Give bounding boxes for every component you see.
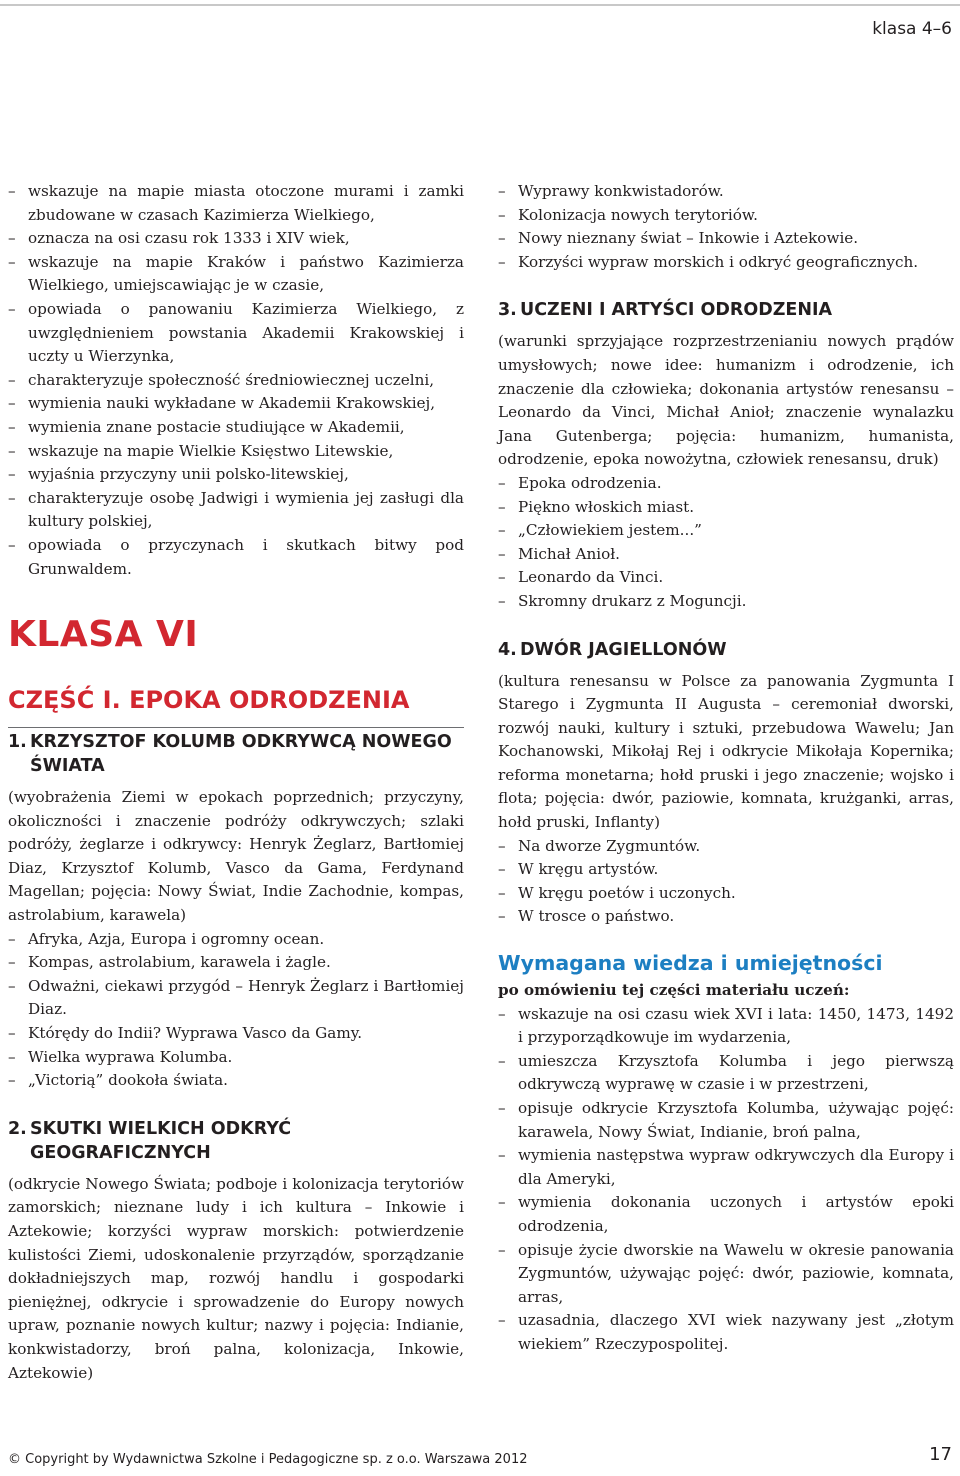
dash-bullet: – xyxy=(8,1024,16,1043)
list-item-text: Afryka, Azja, Europa i ogromny ocean. xyxy=(28,929,325,948)
dash-bullet: – xyxy=(498,1051,506,1070)
dash-bullet: – xyxy=(8,1071,16,1090)
dash-bullet: – xyxy=(498,205,506,224)
dash-bullet: – xyxy=(8,535,16,554)
list-item-text: wskazuje na mapie miasta otoczone murami i zamki zbudowane w czasach Kazimierza Wielkiego, xyxy=(28,182,464,224)
dash-bullet: – xyxy=(8,929,16,948)
list-item-text: W kręgu poetów i uczonych. xyxy=(518,883,736,902)
list-item xyxy=(8,416,464,440)
list-item xyxy=(8,227,464,251)
list-item xyxy=(8,928,464,952)
list-item-text: umieszcza Krzysztofa Kolumba i jego pierwszą odkrywczą wyprawę w czasie i w przestrzeni, xyxy=(518,1051,954,1094)
dash-bullet: – xyxy=(498,1146,506,1165)
section-3-title: UCZENI I ARTYŚCI ODRODZENIA xyxy=(520,300,833,321)
list-item xyxy=(498,519,954,543)
list-item xyxy=(498,472,954,496)
czesc-heading: CZĘŚĆ I. EPOKA ODRODZENIA xyxy=(8,686,410,715)
list-item xyxy=(498,882,954,906)
list-item-text: opowiada o przyczynach i skutkach bitwy pod Grunwaldem. xyxy=(28,535,464,578)
dash-bullet: – xyxy=(498,1004,506,1023)
list-item xyxy=(498,496,954,520)
list-item-text: charakteryzuje społeczność średniowiecznej uczelni, xyxy=(28,370,435,389)
left-column xyxy=(8,180,464,1385)
section-3-topics xyxy=(498,472,954,614)
list-item xyxy=(8,369,464,393)
list-item-text: Kompas, astrolabium, karawela i żagle. xyxy=(28,953,331,972)
list-item xyxy=(498,1050,954,1097)
section-1-title: KRZYSZTOF KOLUMB ODKRYWCĄ NOWEGO ŚWIATA xyxy=(30,732,452,777)
dash-bullet: – xyxy=(8,229,16,248)
list-item xyxy=(498,1191,954,1238)
dash-bullet: – xyxy=(498,497,506,516)
dash-bullet: – xyxy=(8,299,16,318)
list-item-text: Nowy nieznany świat – Inkowie i Aztekowie. xyxy=(518,229,859,248)
list-item xyxy=(498,905,954,929)
dash-bullet: – xyxy=(8,394,16,413)
list-item xyxy=(8,298,464,369)
dash-bullet: – xyxy=(498,1240,506,1259)
list-item-text: W kręgu artystów. xyxy=(518,860,659,879)
list-item-text: wyjaśnia przyczyny unii polsko-litewskiej, xyxy=(28,465,349,484)
section-2-description: (odkrycie Nowego Świata; podboje i kolonizacja terytoriów zamorskich; nieznane ludy i ich kultura – Inkowie i Aztekowie; korzyści wypraw morskich: potwierdzenie kulistości Ziemi, udoskonalenie przyrządów, sporządzanie dokładniejszych map, rozwój handlu i gospodarki pieniężnej, odkrycie i sprowadzenie do Europy nowych upraw, poznanie nowych kultur; nazwy i pojęcia: Indianie, konkwistadorzy, broń palna, kolonizacja, Inkowie, Aztekowie) xyxy=(8,1174,464,1382)
dash-bullet: – xyxy=(498,229,506,248)
list-item-text: „Człowiekiem jestem...” xyxy=(518,521,702,540)
list-item-text: Kolonizacja nowych terytoriów. xyxy=(518,205,758,224)
list-item xyxy=(8,1046,464,1070)
section-1-number: 1. xyxy=(8,732,27,753)
dash-bullet: – xyxy=(498,883,506,902)
dash-bullet: – xyxy=(498,252,506,271)
list-item xyxy=(8,463,464,487)
list-item-text: uzasadnia, dlaczego XVI wiek nazywany jest „złotym wiekiem” Rzeczypospolitej. xyxy=(518,1311,954,1353)
dash-bullet: – xyxy=(8,441,16,460)
dash-bullet: – xyxy=(8,976,16,995)
copyright-footer: © Copyright by Wydawnictwa Szkolne i Pedagogiczne sp. z o.o. Warszawa 2012 xyxy=(8,1452,528,1467)
list-item-text: Którędy do Indii? Wyprawa Vasco da Gamy. xyxy=(28,1024,363,1043)
intro-list xyxy=(8,180,464,581)
dash-bullet: – xyxy=(498,1193,506,1212)
list-item-text: Epoka odrodzenia. xyxy=(518,473,662,492)
list-item xyxy=(8,487,464,534)
section-4-topics xyxy=(498,835,954,929)
list-item-text: wymienia znane postacie studiujące w Akademii, xyxy=(28,417,405,436)
dash-bullet: – xyxy=(8,370,16,389)
section-2-number: 2. xyxy=(8,1118,27,1139)
page-header-label: klasa 4–6 xyxy=(872,19,952,39)
list-item-text: wskazuje na mapie Kraków i państwo Kazimierza Wielkiego, umiejscawiając je w czasie, xyxy=(28,252,464,295)
section-2-title: SKUTKI WIELKICH ODKRYĆ GEOGRAFICZNYCH xyxy=(30,1118,292,1163)
list-item-text: opisuje odkrycie Krzysztofa Kolumba, używając pojęć: karawela, Nowy Świat, Indianie, broń palna, xyxy=(518,1099,954,1141)
klasa-heading: KLASA VI xyxy=(8,614,199,656)
list-item-text: Wyprawy konkwistadorów. xyxy=(518,182,724,200)
list-item xyxy=(8,392,464,416)
section-1-description: (wyobrażenia Ziemi w epokach poprzednich; przyczyny, okoliczności i znaczenie podróży odkrywczych; szlaki podróży, żeglarze i odkrywcy: Henryk Żeglarz, Bartłomiej Diaz, Krzysztof Kolumb, Vasco da Gama, Ferdynand Magellan; pojęcia: Nowy Świat, Indie Zachodnie, kompas, astrolabium, karawela) xyxy=(8,788,464,925)
list-item xyxy=(8,251,464,298)
section-4-description: (kultura renesansu w Polsce za panowania Zygmunta I Starego i Zygmunta II Augusta – ceremoniał dworski, rozwój nauki, kultury i sztuki, przebudowa Wawelu; Jan Kochanowski, Mikołaj Rej i odkrycie Mikołaja Kopernika; reforma monetarna; hołd pruski i jego znaczenie; wojsko i flota; pojęcia: dwór, paziowie, komnata, krużganki, arras, hołd pruski, Inflanty) xyxy=(498,671,954,832)
dash-bullet: – xyxy=(498,591,506,610)
list-item xyxy=(498,835,954,859)
section-3-heading xyxy=(498,298,954,322)
list-item xyxy=(498,1097,954,1144)
list-item xyxy=(8,534,464,581)
list-item xyxy=(8,951,464,975)
list-item xyxy=(498,858,954,882)
list-item xyxy=(8,1069,464,1093)
list-item xyxy=(498,251,954,275)
list-item xyxy=(498,227,954,251)
list-item-text: Na dworze Zygmuntów. xyxy=(518,836,701,855)
requirements-heading: Wymagana wiedza i umiejętności xyxy=(498,951,883,976)
dash-bullet: – xyxy=(8,182,16,200)
dash-bullet: – xyxy=(8,417,16,436)
list-item xyxy=(498,204,954,228)
top-rule xyxy=(0,4,960,6)
dash-bullet: – xyxy=(498,1099,506,1117)
list-item-text: Skromny drukarz z Moguncji. xyxy=(518,591,747,610)
requirements-lead: po omówieniu tej części materiału uczeń: xyxy=(498,981,850,1000)
requirements-list xyxy=(498,1003,954,1357)
section-2-topics xyxy=(498,180,954,274)
dash-bullet: – xyxy=(498,544,506,563)
section-2-heading xyxy=(8,1117,464,1165)
list-item-text: wymienia następstwa wypraw odkrywczych dla Europy i dla Ameryki, xyxy=(518,1146,954,1188)
dash-bullet: – xyxy=(498,1311,506,1330)
list-item-text: Leonardo da Vinci. xyxy=(518,568,664,587)
section-1-heading xyxy=(8,730,464,778)
dash-bullet: – xyxy=(8,488,16,507)
dash-bullet: – xyxy=(498,182,506,200)
section-1-topics xyxy=(8,928,464,1093)
list-item xyxy=(498,1309,954,1356)
list-item-text: Korzyści wypraw morskich i odkryć geograficznych. xyxy=(518,252,919,271)
dash-bullet: – xyxy=(498,860,506,879)
list-item-text: Wielka wyprawa Kolumba. xyxy=(28,1047,233,1066)
list-item xyxy=(498,1239,954,1310)
list-item-text: Piękno włoskich miast. xyxy=(518,497,695,516)
dash-bullet: – xyxy=(8,465,16,484)
list-item xyxy=(498,590,954,614)
list-item xyxy=(498,566,954,590)
list-item-text: Michał Anioł. xyxy=(518,544,621,563)
list-item xyxy=(498,543,954,567)
section-3-number: 3. xyxy=(498,300,517,321)
dash-bullet: – xyxy=(498,907,506,926)
dash-bullet: – xyxy=(8,1047,16,1066)
section-4-number: 4. xyxy=(498,639,517,660)
section-4-title: DWÓR JAGIELLONÓW xyxy=(520,639,727,660)
list-item xyxy=(8,180,464,227)
list-item-text: opowiada o panowaniu Kazimierza Wielkiego, z uwzględnieniem powstania Akademii Krakowskiej i uczty u Wierzynka, xyxy=(28,299,464,366)
list-item-text: Odważni, ciekawi przygód – Henryk Żeglarz i Bartłomiej Diaz. xyxy=(28,976,464,1019)
list-item-text: wskazuje na osi czasu wiek XVI i lata: 1450, 1473, 1492 i przyporządkowuje im wydarzenia, xyxy=(518,1004,954,1047)
page-number: 17 xyxy=(929,1444,952,1465)
list-item-text: wymienia dokonania uczonych i artystów epoki odrodzenia, xyxy=(518,1193,954,1235)
list-item xyxy=(498,1144,954,1191)
list-item xyxy=(8,440,464,464)
dash-bullet: – xyxy=(498,521,506,540)
list-item-text: oznacza na osi czasu rok 1333 i XIV wiek, xyxy=(28,229,350,248)
list-item xyxy=(498,180,954,204)
list-item-text: charakteryzuje osobę Jadwigi i wymienia jej zasługi dla kultury polskiej, xyxy=(28,488,464,531)
list-item xyxy=(8,1022,464,1046)
list-item-text: „Victorią” dookoła świata. xyxy=(28,1071,228,1090)
dash-bullet: – xyxy=(8,953,16,972)
list-item-text: wskazuje na mapie Wielkie Księstwo Litewskie, xyxy=(28,441,394,460)
list-item-text: wymienia nauki wykładane w Akademii Krakowskiej, xyxy=(28,394,436,413)
dash-bullet: – xyxy=(8,252,16,271)
section-4-heading xyxy=(498,638,954,662)
section-3-description: (warunki sprzyjające rozprzestrzenianiu nowych prądów umysłowych; nowe idee: humanizm i odrodzenie, ich znaczenie dla człowieka; dokonania artystów renesansu – Leonardo da Vinci, Michał Anioł; znaczenie wynalazku Jana Gutenberga; pojęcia: humanizm, humanista, odrodzenie, epoka nowożytna, człowiek renesansu, druk) xyxy=(498,332,954,469)
list-item-text: opisuje życie dworskie na Wawelu w okresie panowania Zygmuntów, używając pojęć: dwór, paziowie, komnata, arras, xyxy=(518,1240,954,1306)
list-item-text: W trosce o państwo. xyxy=(518,907,675,926)
dash-bullet: – xyxy=(498,473,506,492)
dash-bullet: – xyxy=(498,836,506,855)
section-divider xyxy=(8,727,464,728)
list-item xyxy=(498,1003,954,1050)
right-column xyxy=(498,180,954,1357)
list-item xyxy=(8,975,464,1022)
dash-bullet: – xyxy=(498,568,506,587)
